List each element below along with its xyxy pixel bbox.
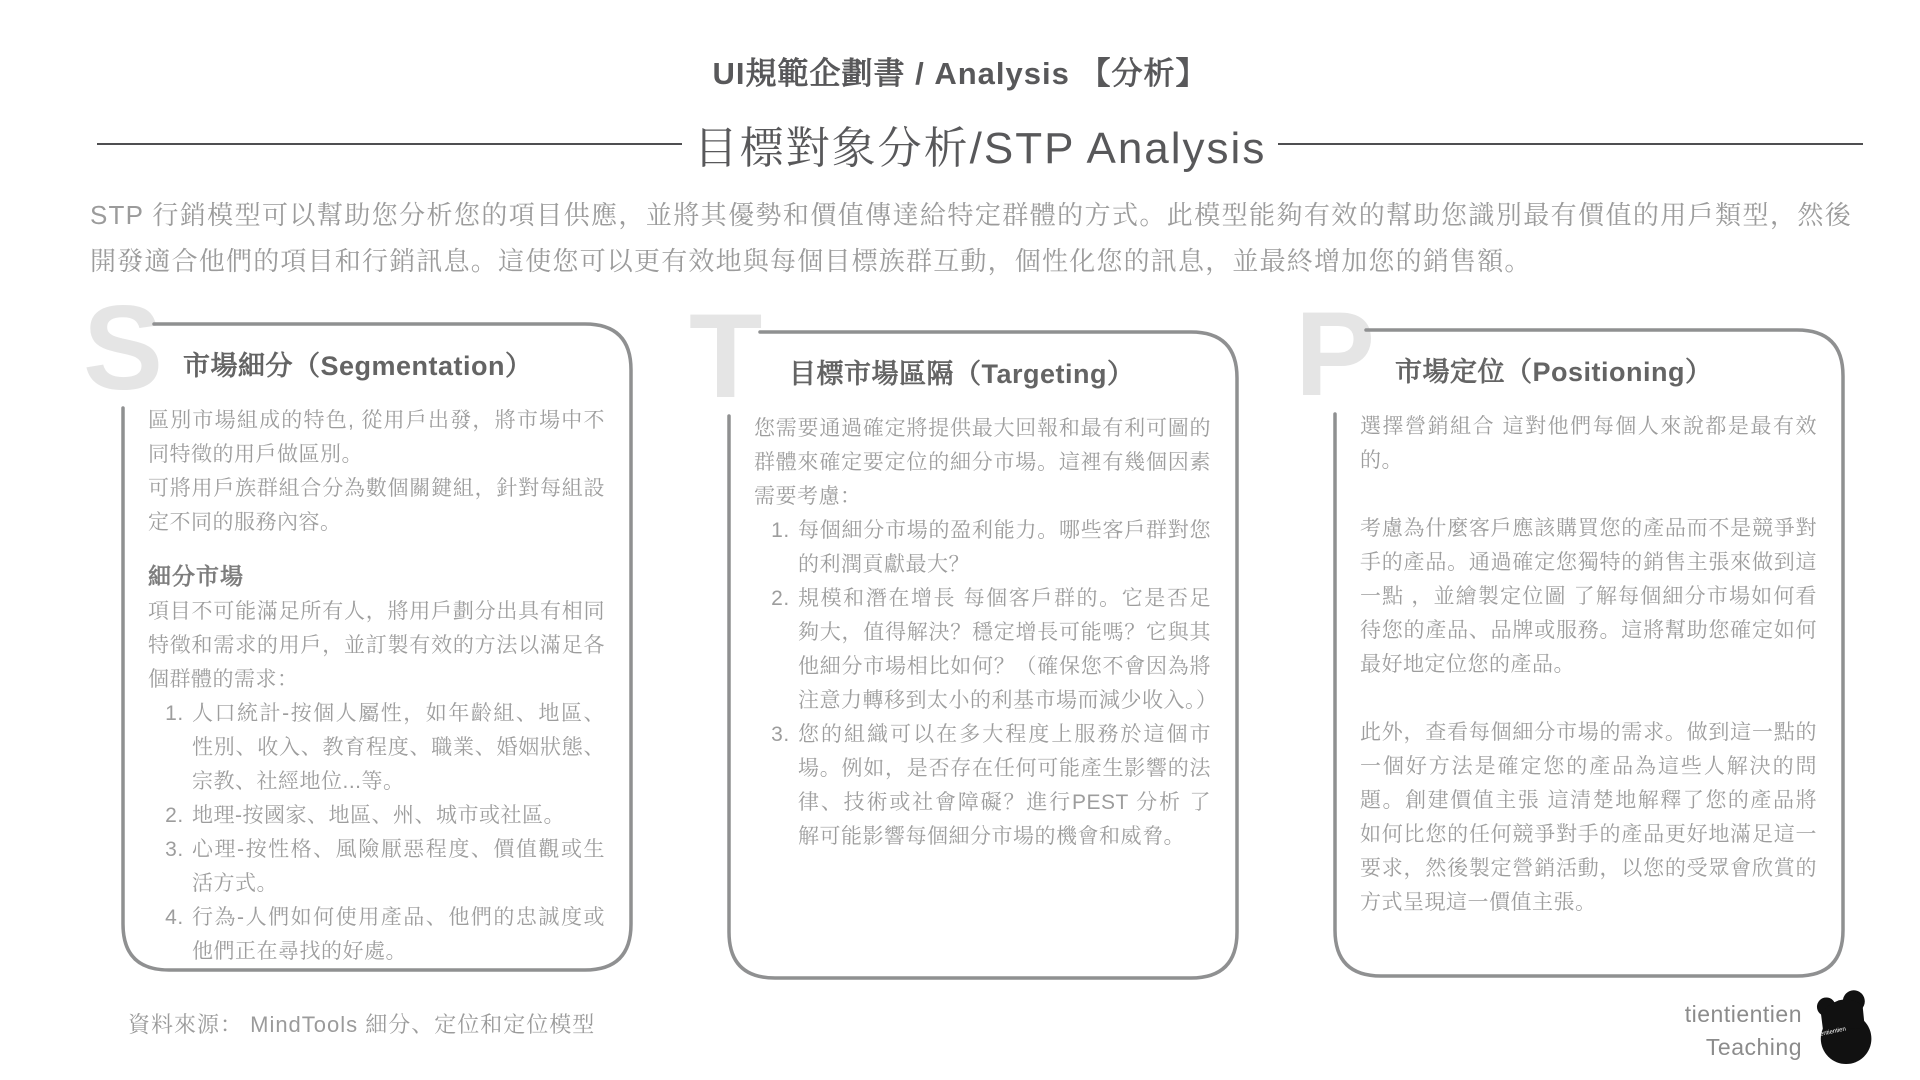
card-title-positioning: 市場定位（Positioning）	[1395, 357, 1713, 387]
paragraph: 區別市場組成的特色, 從用戶出發，將市場中不同特徵的用戶做區別。	[148, 409, 605, 466]
list-item: 4. 行為-人們如何使用產品、他們的忠誠度或他們正在尋找的好處。	[190, 901, 605, 969]
brand-logo-text: tientientien	[1816, 1026, 1847, 1039]
big-letter-t: T	[689, 289, 763, 423]
brand-logo-icon	[1812, 990, 1878, 1072]
card-subheading: 細分市場	[148, 563, 244, 589]
targeting-list	[754, 514, 1218, 854]
list-item: 3. 心理-按性格、風險厭惡程度、價值觀或生活方式。	[190, 833, 605, 901]
page-title: UI規範企劃書 / Analysis 【分析】	[712, 56, 1208, 91]
card-positioning	[1295, 287, 1845, 978]
list-item: 1. 每個細分市場的盈利能力。哪些客戶群對您的利潤貢獻最大？	[796, 514, 1211, 582]
list-item: 3. 您的組織可以在多大程度上服務於這個市場。例如，是否存在任何可能產生影響的法律、技術或社會障礙？進行PEST 分析 了解可能影響每個細分市場的機會和威脅。	[796, 718, 1211, 854]
segmentation-list	[148, 697, 605, 969]
card-body-targeting	[754, 412, 1218, 854]
section-title-row	[97, 112, 1863, 176]
big-letter-s: S	[83, 281, 164, 415]
list-item: 1. 人口統計-按個人屬性，如年齡組、地區、性別、收入、教育程度、職業、婚姻狀態、宗教、社經地位...等。	[190, 697, 605, 799]
brand-name: tientientien	[1684, 1001, 1802, 1027]
intro-paragraph: STP 行銷模型可以幫助您分析您的項目供應，並將其優勢和價值傳達給特定群體的方式。此模型能夠有效的幫助您識別最有價值的用戶類型，然後開發適合他們的項目和行銷訊息。這使您可以更有效地與每個目標族群互動，個性化您的訊息，並最終增加您的銷售額。	[90, 200, 1852, 276]
paragraph: 您需要通過確定將提供最大回報和最有利可圖的群體來確定要定位的細分市場。這裡有幾個因素需要考慮：	[754, 417, 1211, 508]
paragraph: 可將用戶族群組合分為數個關鍵組，針對每組設定不同的服務內容。	[148, 477, 605, 534]
list-item: 2. 規模和潛在增長 每個客戶群的。它是否足夠大，值得解決？穩定增長可能嗎？它與其他細分市場相比如何？（確保您不會因為將注意力轉移到太小的利基市場而減少收入。）	[796, 582, 1211, 718]
paragraph: 選擇營銷組合 這對他們每個人來說都是最有效的。	[1360, 415, 1817, 472]
section-title: 目標對象分析/STP Analysis	[693, 124, 1267, 173]
brand-signature	[1685, 990, 1878, 1072]
brand-subname: Teaching	[1705, 1034, 1802, 1060]
card-body-positioning	[1360, 410, 1817, 954]
data-source-note: 資料來源： MindTools 細分、定位和定位模型	[128, 1012, 596, 1037]
card-title-segmentation: 市場細分（Segmentation）	[183, 351, 533, 381]
card-targeting	[689, 289, 1239, 980]
card-segmentation	[83, 281, 633, 972]
card-title-targeting: 目標市場區隔（Targeting）	[789, 359, 1135, 389]
big-letter-p: P	[1295, 287, 1376, 421]
brand-text	[1685, 998, 1802, 1064]
paragraph: 項目不可能滿足所有人，將用戶劃分出具有相同特徵和需求的用戶，並訂製有效的方法以滿足各個群體的需求：	[148, 600, 605, 691]
card-body-segmentation	[148, 404, 605, 969]
right-rule	[1278, 143, 1863, 145]
paragraph: 考慮為什麼客戶應該購買您的產品而不是競爭對手的產品。通過確定您獨特的銷售主張來做到這一點 ，並繪製定位圖 了解每個細分市場如何看待您的產品、品牌或服務。這將幫助您確定如何最好地定位您的產品。	[1360, 517, 1817, 676]
list-item: 2. 地理-按國家、地區、州、城市或社區。	[190, 799, 605, 833]
paragraph: 此外，查看每個細分市場的需求。做到這一點的一個好方法是確定您的產品為這些人解決的問題。創建價值主張 這清楚地解釋了您的產品將如何比您的任何競爭對手的產品更好地滿足這一要求，然後製定營銷活動，以您的受眾會欣賞的方式呈現這一價值主張。	[1360, 721, 1817, 914]
left-rule	[97, 143, 682, 145]
